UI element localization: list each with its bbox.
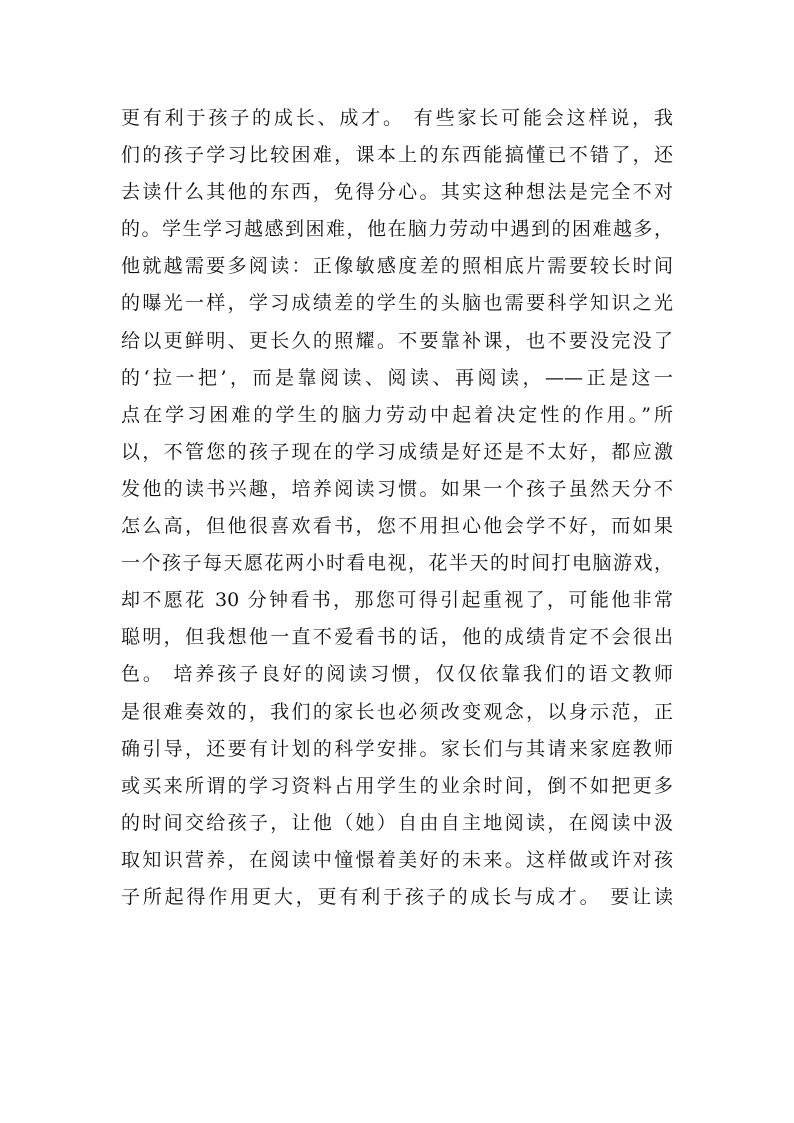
text-line: 的。学生学习越感到困难，他在脑力劳动中遇到的困难越多， xyxy=(121,218,673,241)
text-line: 点在学习困难的学生的脑力劳动中起着决定性的作用。”所 xyxy=(121,403,673,426)
text-line: 以，不管您的孩子现在的学习成绩是好还是不太好，都应激 xyxy=(121,440,673,463)
text-line: 取知识营养，在阅读中憧憬着美好的未来。这样做或许对孩 xyxy=(121,848,673,871)
text-line: 或买来所谓的学习资料占用学生的业余时间，倒不如把更多 xyxy=(121,774,673,797)
text-line: 的‘拉一把’，而是靠阅读、阅读、再阅读，——正是这一 xyxy=(121,366,673,389)
text-line: 子所起得作用更大，更有利于孩子的成长与成才。 要让读 xyxy=(121,885,673,908)
text-line: 的曝光一样，学习成绩差的学生的头脑也需要科学知识之光 xyxy=(121,292,673,315)
text-line: 们的孩子学习比较困难，课本上的东西能搞懂已不错了，还 xyxy=(121,144,673,167)
text-line: 却不愿花 30 分钟看书，那您可得引起重视了，可能他非常 xyxy=(121,589,673,612)
text-line: 聪明，但我想他一直不爱看书的话，他的成绩肯定不会很出 xyxy=(121,626,673,649)
text-line: 怎么高，但他很喜欢看书，您不用担心他会学不好，而如果 xyxy=(121,515,673,538)
text-line: 色。 培养孩子良好的阅读习惯，仅仅依靠我们的语文教师 xyxy=(121,663,673,686)
text-line: 确引导，还要有计划的科学安排。家长们与其请来家庭教师 xyxy=(121,737,673,760)
body-text xyxy=(121,100,673,916)
text-line: 更有利于孩子的成长、成才。 有些家长可能会这样说，我 xyxy=(121,107,673,129)
text-line: 发他的读书兴趣，培养阅读习惯。如果一个孩子虽然天分不 xyxy=(121,477,673,500)
text-line: 去读什么其他的东西，免得分心。其实这种想法是完全不对 xyxy=(121,181,673,204)
text-line: 他就越需要多阅读：正像敏感度差的照相底片需要较长时间 xyxy=(121,255,673,278)
text-line: 给以更鲜明、更长久的照耀。不要靠补课，也不要没完没了 xyxy=(121,329,673,352)
text-line: 是很难奏效的，我们的家长也必须改变观念，以身示范，正 xyxy=(121,700,673,723)
text-line: 一个孩子每天愿花两小时看电视，花半天的时间打电脑游戏， xyxy=(121,552,673,575)
text-line: 的时间交给孩子，让他（她）自由自主地阅读，在阅读中汲 xyxy=(121,811,673,834)
